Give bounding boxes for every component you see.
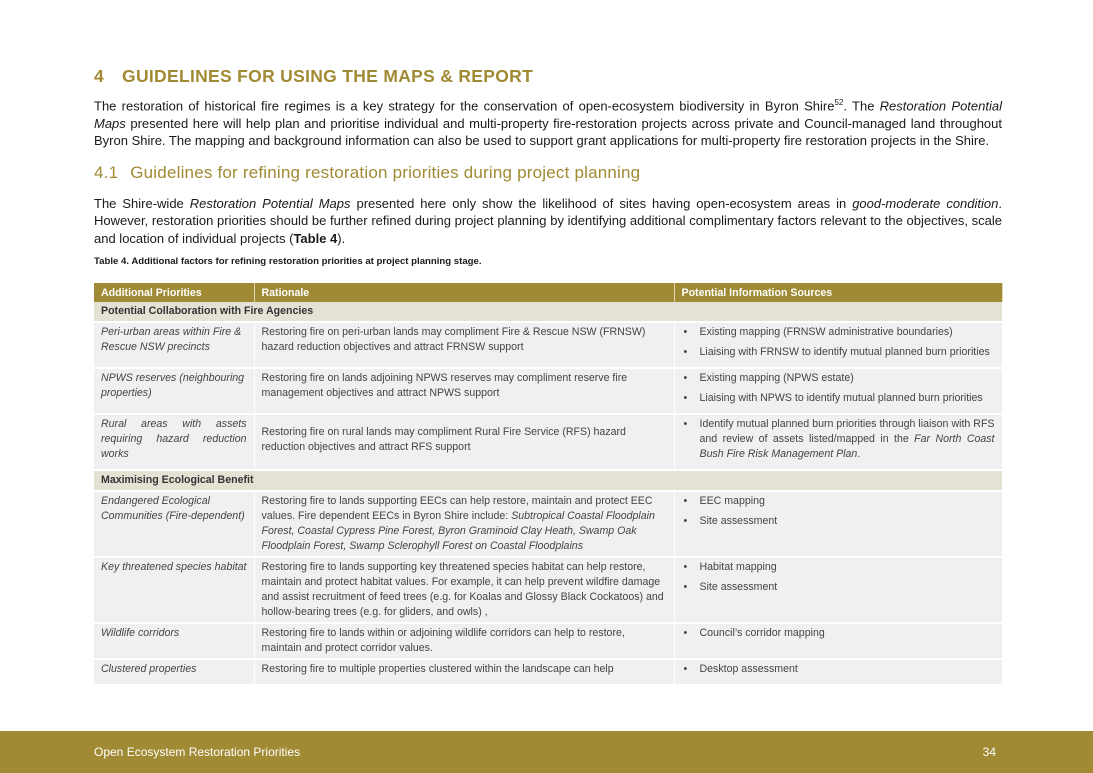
table-row <box>94 368 1002 414</box>
table-header-row <box>94 283 1002 302</box>
sources-cell <box>674 322 1002 368</box>
bullet-icon: • <box>683 392 688 405</box>
list-item <box>682 580 995 595</box>
source-text: Desktop assessment <box>699 663 798 676</box>
list-item <box>682 560 995 575</box>
page-footer <box>0 731 1093 773</box>
source-text: Liaising with NPWS to identify mutual planned burn priorities <box>699 392 983 405</box>
sub-text-b: Restoration Potential Maps <box>189 195 351 211</box>
list-item <box>682 417 995 462</box>
header-additional-priorities: Additional Priorities <box>94 283 254 302</box>
rationale-cell <box>254 414 674 470</box>
table-section-row <box>94 302 1002 322</box>
source-text: Liaising with FRNSW to identify mutual planned burn priorities <box>699 346 990 359</box>
priority-cell: Peri-urban areas within Fire & Rescue NSW precincts <box>94 322 254 368</box>
bullet-icon: • <box>683 663 688 676</box>
document-page <box>94 66 1002 686</box>
intro-text-italic: Restoration Potential Maps <box>94 98 1002 131</box>
table-section-row <box>94 470 1002 491</box>
source-text: Habitat mapping <box>699 561 777 574</box>
table-row <box>94 659 1002 685</box>
bullet-icon: • <box>683 495 688 508</box>
table-row <box>94 623 1002 659</box>
rationale-cell: Restoring fire on peri-urban lands may compliment Fire & Rescue NSW (FRNSW) hazard reduction objectives and attract FRNSW support <box>254 322 674 368</box>
bullet-icon: • <box>683 627 688 640</box>
sub-text-e: . However, restoration priorities should be further refined during project planning by identifying additional complimentary factors relevant to the objectives, scale and location of individual projects ( <box>94 195 1002 246</box>
bullet-icon: • <box>683 372 688 385</box>
list-item <box>682 371 995 386</box>
source-text: EEC mapping <box>699 495 765 508</box>
list-item <box>682 662 995 677</box>
subsection-paragraph <box>94 195 1002 248</box>
sub-text-c: presented here only show the likelihood of sites having open-ecosystem areas in <box>350 195 853 211</box>
sources-cell <box>674 659 1002 685</box>
subsection-heading <box>94 163 1002 183</box>
list-item <box>682 345 995 360</box>
list-item <box>682 626 995 641</box>
sub-text-d: good-moderate condition <box>852 195 999 211</box>
source-text: Identify mutual planned burn priorities through liaison with RFS and review of assets listed/mapped in the <box>699 418 995 446</box>
table-reference[interactable]: Table 4 <box>293 230 338 246</box>
subsection-title: Guidelines for refining restoration priorities during project planning <box>130 162 641 182</box>
rationale-cell: Restoring fire to lands supporting key threatened species habitat can help restore, maintain and protect habitat values. For example, it can help prevent wildfire damage and assist recruitment of feed trees (e.g. for Koalas and Glossy Black Cockatoos) and hollow-bearing trees (e.g. for gliders, and owls) , <box>254 557 674 623</box>
table-row <box>94 322 1002 368</box>
sources-cell <box>674 557 1002 623</box>
section-fire-agencies: Potential Collaboration with Fire Agencies <box>94 302 1002 322</box>
table-row <box>94 557 1002 623</box>
header-rationale: Rationale <box>254 283 674 302</box>
sub-text-a: The Shire-wide <box>94 195 190 211</box>
rationale-text: Restoring fire on rural lands may compliment Rural Fire Service (RFS) hazard reduction objectives and attract RFS support <box>261 426 626 454</box>
sub-text-g: ). <box>337 230 346 246</box>
list-item <box>682 514 995 529</box>
source-text-end: . <box>857 448 861 461</box>
list-item <box>682 391 995 406</box>
priority-cell: Wildlife corridors <box>94 623 254 659</box>
rationale-cell <box>254 491 674 557</box>
source-text: Existing mapping (FRNSW administrative boundaries) <box>699 326 953 339</box>
list-item <box>682 325 995 340</box>
rationale-cell: Restoring fire on lands adjoining NPWS reserves may compliment reserve fire management objectives and attract NPWS support <box>254 368 674 414</box>
subsection-number: 4.1 <box>94 162 119 182</box>
section-heading <box>94 66 1002 87</box>
priority-cell: Key threatened species habitat <box>94 557 254 623</box>
section-number: 4 <box>94 66 105 86</box>
table-row <box>94 491 1002 557</box>
header-information-sources: Potential Information Sources <box>674 283 1002 302</box>
source-text: Existing mapping (NPWS estate) <box>699 372 854 385</box>
source-text-italic: Far North Coast Bush Fire Risk Management Plan <box>699 433 995 461</box>
section-title: GUIDELINES FOR USING THE MAPS & REPORT <box>122 66 534 86</box>
priorities-table <box>94 283 1003 686</box>
rationale-cell: Restoring fire to multiple properties clustered within the landscape can help <box>254 659 674 685</box>
section-ecological-benefit: Maximising Ecological Benefit <box>94 470 1002 491</box>
priority-cell: Endangered Ecological Communities (Fire-dependent) <box>94 491 254 557</box>
rationale-text: Restoring fire to lands supporting EECs can help restore, maintain and protect EEC values. Fire dependent EECs in Byron Shire include: <box>261 495 653 523</box>
bullet-icon: • <box>683 418 688 431</box>
bullet-icon: • <box>683 515 688 528</box>
intro-text-1: The restoration of historical fire regimes is a key strategy for the conservation of open-ecosystem biodiversity in Byron Shire <box>94 98 835 114</box>
bullet-icon: • <box>683 346 688 359</box>
footnote-ref[interactable]: 52 <box>834 98 844 107</box>
footer-title: Open Ecosystem Restoration Priorities <box>94 745 301 759</box>
sources-cell <box>674 368 1002 414</box>
source-text: Council’s corridor mapping <box>699 627 825 640</box>
table-caption: Table 4. Additional factors for refining restoration priorities at project planning stage. <box>94 256 482 268</box>
source-text: Site assessment <box>699 581 778 594</box>
intro-text-2: . The <box>843 98 880 114</box>
bullet-icon: • <box>683 561 688 574</box>
rationale-cell: Restoring fire to lands within or adjoining wildlife corridors can help to restore, maintain and protect corridor values. <box>254 623 674 659</box>
page-number: 34 <box>982 745 996 759</box>
sources-cell <box>674 623 1002 659</box>
rationale-text-italic: Subtropical Coastal Floodplain Forest, Coastal Cypress Pine Forest, Byron Graminoid Clay Heath, Swamp Oak Floodplain Forest, Swamp Sclerophyll Forest on Coastal Floodplains <box>261 510 655 553</box>
list-item <box>682 494 995 509</box>
bullet-icon: • <box>683 581 688 594</box>
source-text: Site assessment <box>699 515 778 528</box>
table-row <box>94 414 1002 470</box>
sources-cell <box>674 491 1002 557</box>
sources-cell <box>674 414 1002 470</box>
priority-cell: NPWS reserves (neighbouring properties) <box>94 368 254 414</box>
bullet-icon: • <box>683 326 688 339</box>
priority-cell: Clustered properties <box>94 659 254 685</box>
intro-paragraph <box>94 94 1002 150</box>
intro-text-3: presented here will help plan and prioritise individual and multi-property fire-restoration projects across private and Council-managed land throughout Byron Shire. The mapping and background information can also be used to support grant applications for multi-property fire restoration projects in the Shire. <box>94 115 1002 149</box>
priority-cell: Rural areas with assets requiring hazard reduction works <box>94 414 254 470</box>
